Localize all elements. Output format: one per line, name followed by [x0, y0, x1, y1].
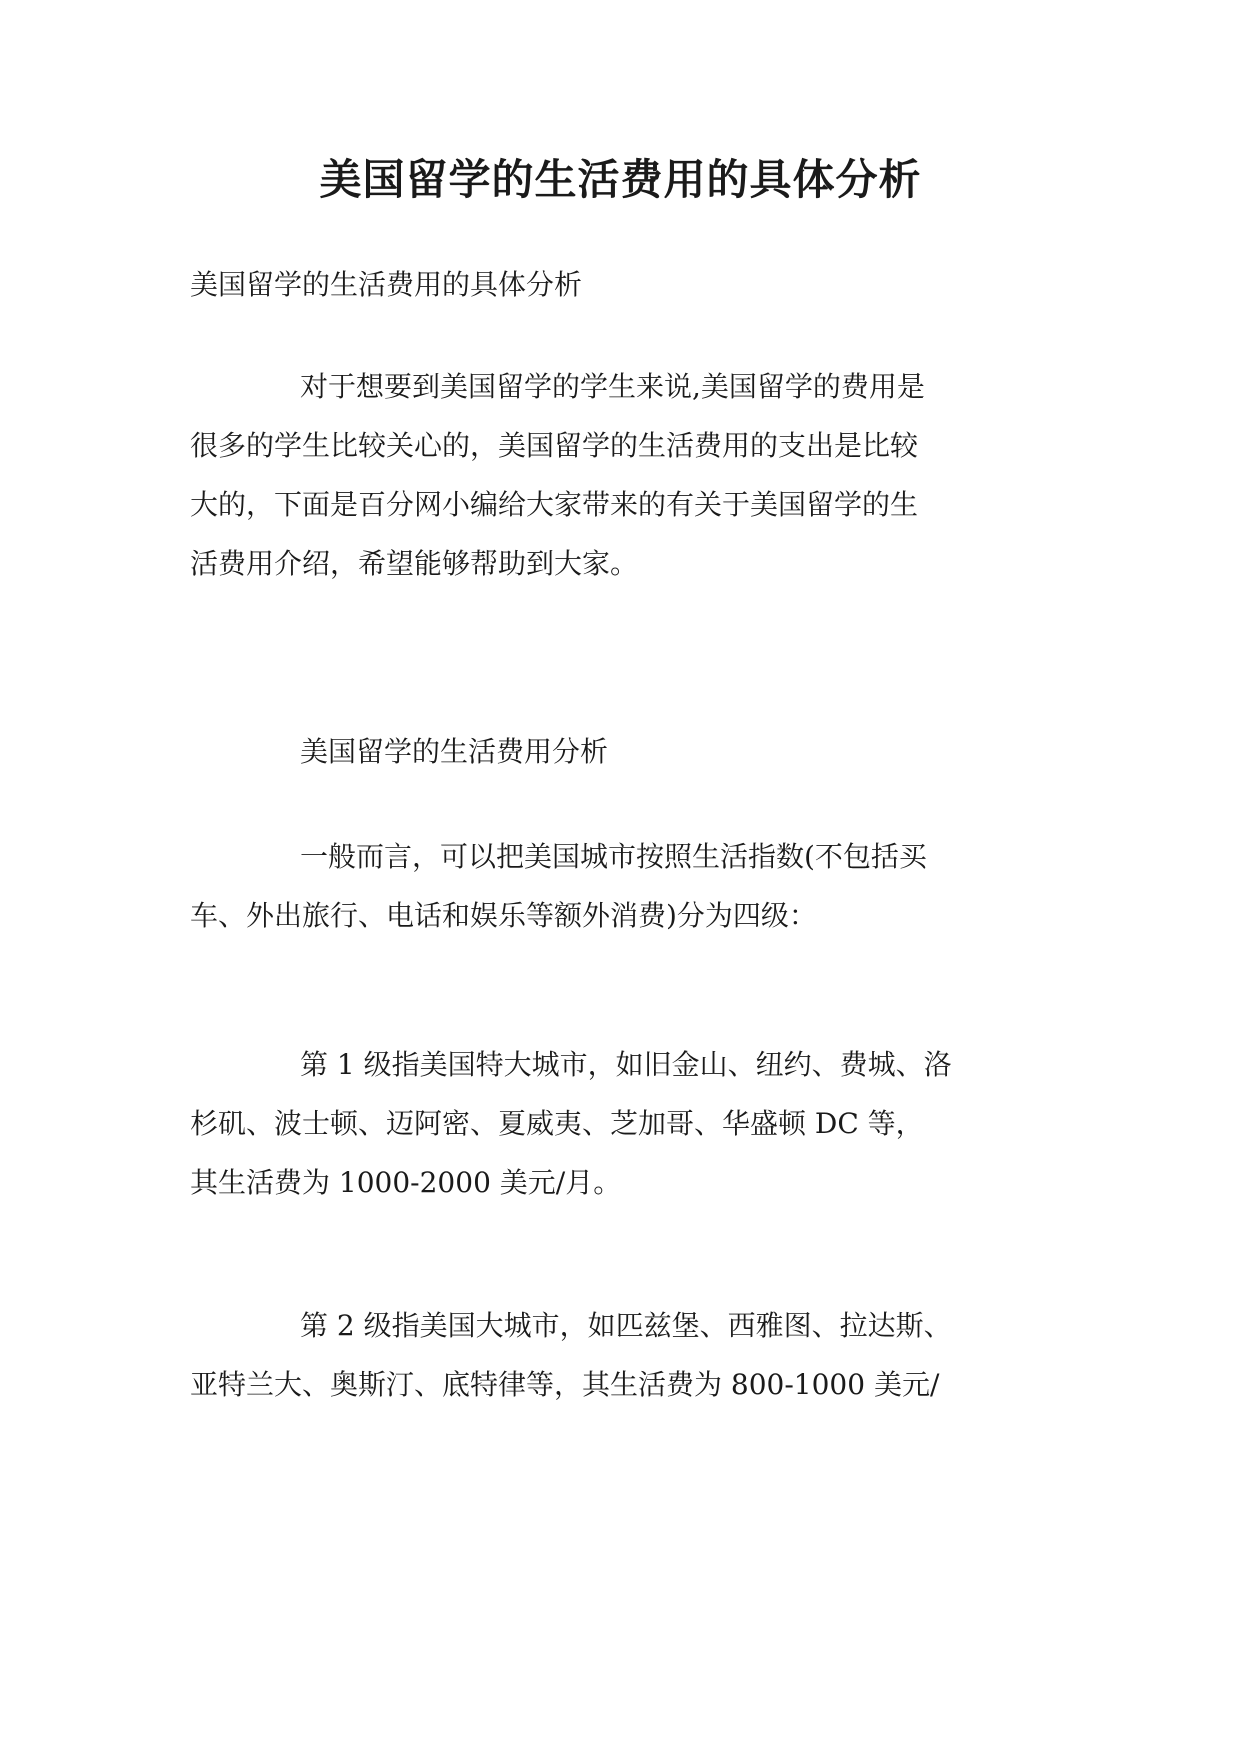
paragraph-line: 活费用介绍，希望能够帮助到大家。	[190, 547, 639, 580]
level-1-paragraph	[190, 1035, 1070, 1212]
paragraph-line: 一般而言，可以把美国城市按照生活指数(不包括买	[300, 840, 927, 873]
paragraph-line: 对于想要到美国留学的学生来说,美国留学的费用是	[300, 370, 925, 403]
paragraph-line: 其生活费为 1000-2000 美元/月。	[190, 1166, 622, 1199]
paragraph-line: 第 1 级指美国特大城市，如旧金山、纽约、费城、洛	[300, 1048, 952, 1081]
section-heading-paragraph	[190, 722, 1070, 781]
paragraph-line: 美国留学的生活费用的具体分析	[190, 268, 583, 301]
paragraph-line: 杉矶、波士顿、迈阿密、夏威夷、芝加哥、华盛顿 DC 等，	[190, 1107, 924, 1140]
classification-paragraph	[190, 827, 1070, 945]
paragraph-line: 很多的学生比较关心的，美国留学的生活费用的支出是比较	[190, 429, 919, 462]
intro-paragraph	[190, 357, 1070, 593]
subtitle-paragraph	[190, 255, 1070, 314]
paragraph-line: 美国留学的生活费用分析	[300, 735, 609, 768]
level-2-paragraph	[190, 1296, 1070, 1414]
paragraph-line: 车、外出旅行、电话和娱乐等额外消费)分为四级：	[190, 899, 817, 932]
document-title: 美国留学的生活费用的具体分析	[319, 155, 922, 204]
paragraph-line: 大的，下面是百分网小编给大家带来的有关于美国留学的生	[190, 488, 919, 521]
paragraph-line: 亚特兰大、奥斯汀、底特律等，其生活费为 800-1000 美元/	[190, 1368, 940, 1401]
paragraph-line: 第 2 级指美国大城市，如匹兹堡、西雅图、拉达斯、	[300, 1309, 952, 1342]
